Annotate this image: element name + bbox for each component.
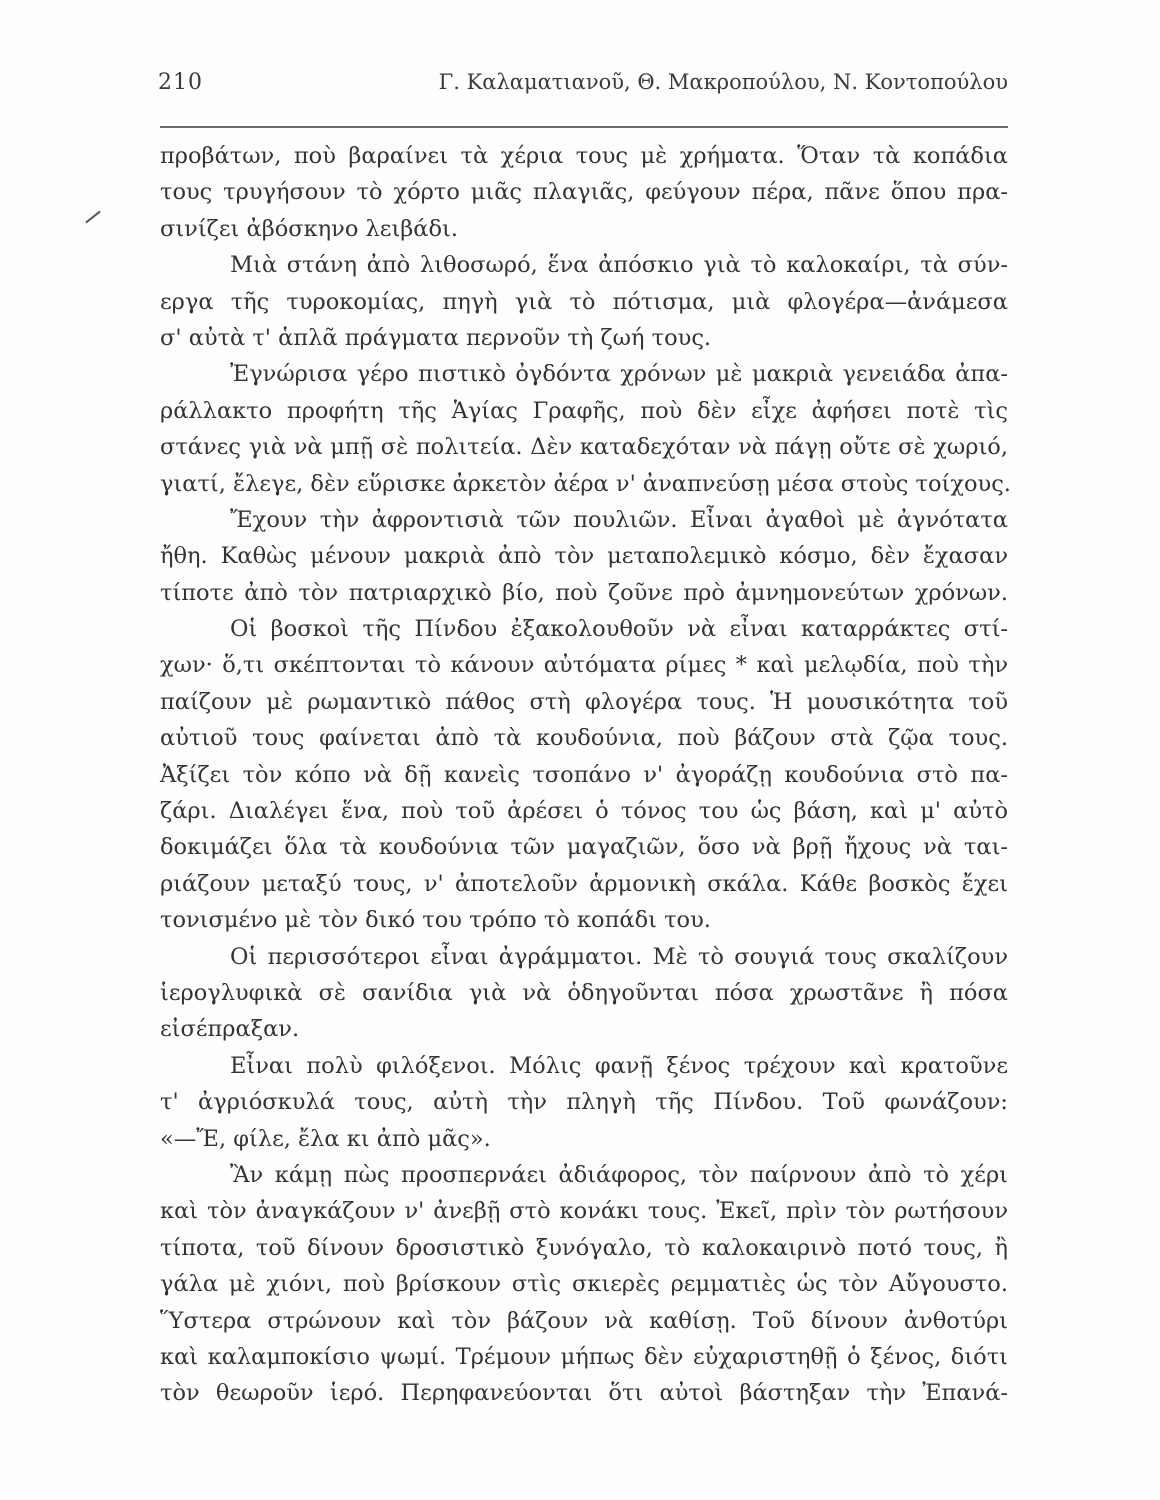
- text-line: Οἱ περισσότεροι εἶναι ἀγράμματοι. Μὲ τὸ σουγιά τους σκαλίζουν: [230, 943, 1008, 970]
- margin-pencil-mark: [85, 211, 100, 224]
- text-line: Ἐγνώρισα γέρο πιστικὸ ὀγδόντα χρόνων μὲ μακριὰ γενειάδα ἀπα-: [230, 361, 1008, 388]
- body-text: [160, 138, 1011, 1412]
- text-line: εργα τῆς τυροκομίας, πηγὴ γιὰ τὸ πότισμα, μιὰ φλογέρα—ἀνάμεσα: [160, 288, 1008, 315]
- text-line: Εἶναι πολὺ φιλόξενοι. Μόλις φανῇ ξένος τρέχουν καὶ κρατοῦνε: [230, 1052, 1008, 1079]
- text-line: δοκιμάζει ὅλα τὰ κουδούνια τῶν μαγαζιῶν, ὅσο νὰ βρῇ ἤχους νὰ ται-: [160, 834, 1008, 861]
- text-line: ριάζουν μεταξύ τους, ν' ἀποτελοῦν ἁρμονικὴ σκάλα. Κάθε βοσκὸς ἔχει: [160, 870, 1008, 897]
- text-line: Ὕστερα στρώνουν καὶ τὸν βάζουν νὰ καθίσῃ. Τοῦ δίνουν ἀνθοτύρι: [160, 1307, 1008, 1334]
- text-line: σινίζει ἀβόσκηνο λειβάδι.: [160, 215, 458, 242]
- header-rule: [160, 126, 1008, 128]
- running-head: Γ. Καλαματιανοῦ, Θ. Μακροπούλου, Ν. Κοντοπούλου: [438, 70, 1008, 94]
- text-line: τ' ἀγριόσκυλά τους, αὐτὴ τὴν πληγὴ τῆς Πίνδου. Τοῦ φωνάζουν:: [160, 1089, 1008, 1116]
- text-line: Οἱ βοσκοὶ τῆς Πίνδου ἐξακολουθοῦν νὰ εἶναι καταρράκτες στί-: [230, 616, 1008, 643]
- text-line: Μιὰ στάνη ἀπὸ λιθοσωρό, ἕνα ἀπόσκιο γιὰ τὸ καλοκαίρι, τὰ σύν-: [230, 252, 1008, 279]
- text-line: ζάρι. Διαλέγει ἕνα, ποὺ τοῦ ἀρέσει ὁ τόνος του ὡς βάση, καὶ μ' αὐτὸ: [160, 798, 1008, 825]
- text-line: τίποτα, τοῦ δίνουν δροσιστικὸ ξυνόγαλο, τὸ καλοκαιρινὸ ποτό τους, ἢ: [160, 1234, 1008, 1261]
- text-line: γάλα μὲ χιόνι, ποὺ βρίσκουν στὶς σκιερὲς ρεμματιὲς ὡς τὸν Αὔγουστο.: [160, 1271, 1008, 1298]
- text-line: αὐτιοῦ τους φαίνεται ἀπὸ τὰ κουδούνια, ποὺ βάζουν στὰ ζῷα τους.: [160, 725, 1008, 752]
- text-line: χων· ὅ,τι σκέπτονται τὸ κάνουν αὐτόματα ρίμες * καὶ μελῳδία, ποὺ τὴν: [160, 652, 1008, 679]
- text-line: καὶ καλαμποκίσιο ψωμί. Τρέμουν μήπως δὲν εὐχαριστηθῇ ὁ ξένος, διότι: [160, 1343, 1008, 1370]
- text-line: ἱερογλυφικὰ σὲ σανίδια γιὰ νὰ ὁδηγοῦνται πόσα χρωστᾶνε ἢ πόσα: [160, 979, 1008, 1006]
- text-line: Ἀξίζει τὸν κόπο νὰ δῇ κανεὶς τσοπάνο ν' ἀγοράζῃ κουδούνια στὸ πα-: [160, 761, 1008, 788]
- text-line: Ἂν κάμῃ πὼς προσπερνάει ἀδιάφορος, τὸν παίρνουν ἀπὸ τὸ χέρι: [230, 1161, 1008, 1188]
- text-line: καὶ τὸν ἀναγκάζουν ν' ἀνεβῇ στὸ κονάκι τους. Ἐκεῖ, πρὶν τὸν ρωτήσουν: [160, 1198, 1008, 1225]
- text-line: «—Ἔ, φίλε, ἔλα κι ἀπὸ μᾶς».: [160, 1125, 491, 1152]
- text-line: τὸν θεωροῦν ἱερό. Περηφανεύονται ὅτι αὐτοὶ βάστηξαν τὴν Ἐπανά-: [160, 1380, 1008, 1407]
- text-line: τίποτε ἀπὸ τὸν πατριαρχικὸ βίο, ποὺ ζοῦνε πρὸ ἀμνημονεύτων χρόνων.: [160, 579, 1008, 606]
- text-line: στάνες γιὰ νὰ μπῇ σὲ πολιτεία. Δὲν καταδεχόταν νὰ πάγῃ οὔτε σὲ χωριό,: [160, 434, 1008, 461]
- text-line: προβάτων, ποὺ βαραίνει τὰ χέρια τους μὲ χρήματα. Ὅταν τὰ κοπάδια: [160, 143, 1008, 169]
- text-line: τονισμένο μὲ τὸν δικό του τρόπο τὸ κοπάδι του.: [160, 907, 711, 934]
- text-line: ἤθη. Καθὼς μένουν μακριὰ ἀπὸ τὸν μεταπολεμικὸ κόσμο, δὲν ἔχασαν: [160, 543, 1008, 570]
- text-line: εἰσέπραξαν.: [160, 1016, 300, 1043]
- text-line: Ἔχουν τὴν ἀφροντισιὰ τῶν πουλιῶν. Εἶναι ἀγαθοὶ μὲ ἀγνότατα: [230, 506, 1008, 533]
- text-line: παίζουν μὲ ρωμαντικὸ πάθος στὴ φλογέρα τους. Ἡ μουσικότητα τοῦ: [160, 688, 1008, 715]
- text-line: τους τρυγήσουν τὸ χόρτο μιᾶς πλαγιᾶς, φεύγουν πέρα, πᾶνε ὅπου πρα-: [160, 179, 1008, 206]
- text-line: γιατί, ἔλεγε, δὲν εὕρισκε ἀρκετὸν ἀέρα ν' ἀναπνεύσῃ μέσα στοὺς τοίχους.: [160, 470, 1011, 497]
- text-line: ράλλακτο προφήτη τῆς Ἁγίας Γραφῆς, ποὺ δὲν εἶχε ἀφήσει ποτὲ τὶς: [160, 397, 1008, 424]
- page-number: 210: [158, 70, 203, 95]
- text-line: σ' αὐτὰ τ' ἁπλᾶ πράγματα περνοῦν τὴ ζωή τους.: [160, 324, 712, 351]
- page-header: [158, 70, 1008, 110]
